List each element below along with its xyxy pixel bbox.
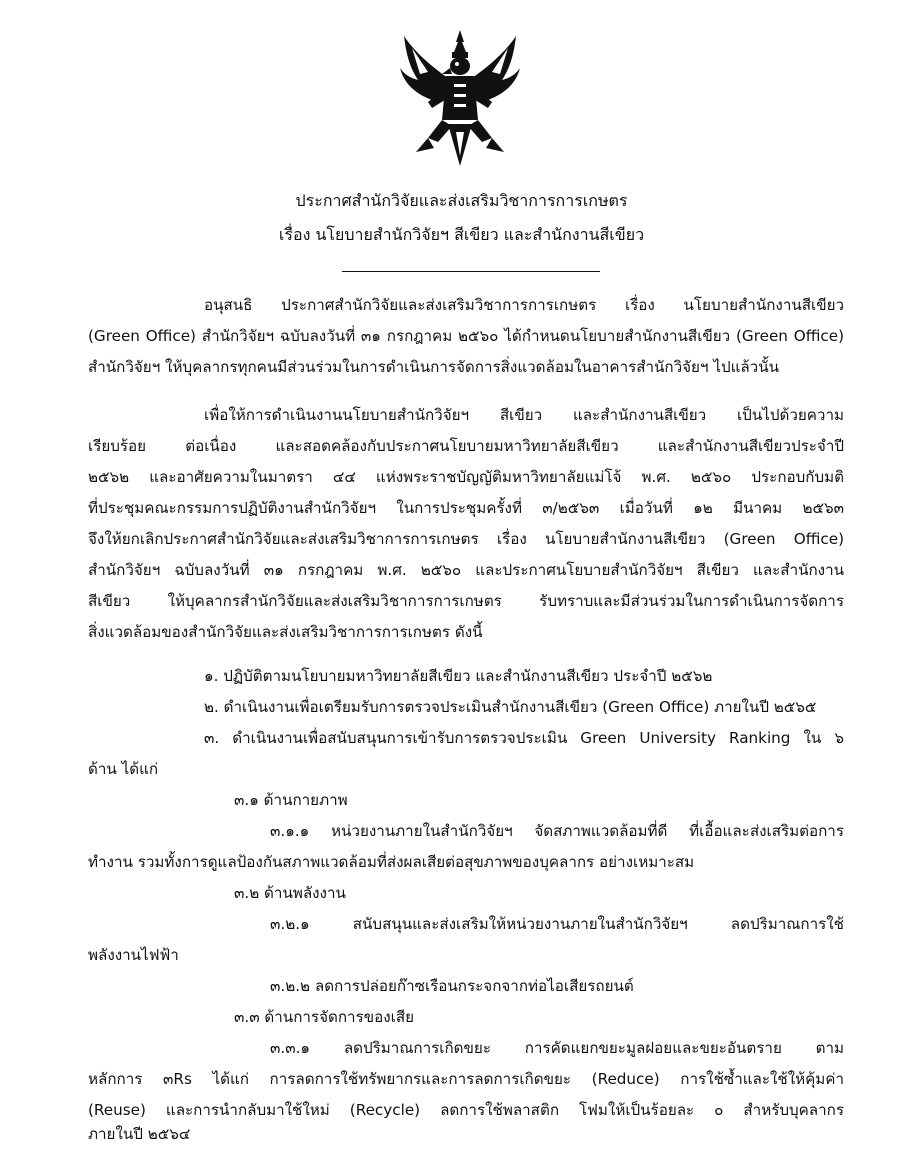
item-3-1-1-cont: ทำงาน รวมทั้งการดูแลป้องกันสภาพแวดล้อมที่ส่งผลเสียต่อสุขภาพของบุคลากร อย่างเหมาะสม	[88, 853, 695, 871]
announcement-subject: เรื่อง นโยบายสำนักวิจัยฯ สีเขียว และสำนักงานสีเขียว	[278, 225, 645, 244]
item-3-2-2: ๓.๒.๒ ลดการปล่อยก๊าซเรือนกระจกจากท่อไอเสียรถยนต์	[270, 977, 634, 995]
item-3: ๓. ดำเนินงานเพื่อสนับสนุนการเข้ารับการตรวจประเมิน Green University Ranking ใน ๖	[204, 729, 844, 747]
section-3-2: ๓.๒ ด้านพลังงาน	[234, 884, 346, 902]
section-3-3: ๓.๓ ด้านการจัดการของเสีย	[234, 1008, 414, 1026]
section-3-1: ๓.๑ ด้านกายภาพ	[234, 791, 348, 809]
item-3-3-1-line4: ภายในปี ๒๕๖๔	[88, 1125, 191, 1143]
item-3-2-1: ๓.๒.๑ สนับสนุนและส่งเสริมให้หน่วยงานภายในสำนักวิจัยฯ ลดปริมาณการใช้	[270, 915, 844, 933]
item-3-cont: ด้าน ได้แก่	[88, 760, 159, 778]
para1-line1: อนุสนธิ ประกาศสำนักวิจัยและส่งเสริมวิชาการการเกษตร เรื่อง นโยบายสำนักงานสีเขียว	[204, 296, 844, 314]
item-3-3-1-line2: หลักการ ๓Rs ได้แก่ การลดการใช้ทรัพยากรและการลดการเกิดขยะ (Reduce) การใช้ซ้ำและใช้ให้คุ้มค่า	[88, 1070, 844, 1088]
title-underline	[342, 271, 600, 272]
garuda-emblem	[398, 28, 522, 168]
item-3-1-1: ๓.๑.๑ หน่วยงานภายในสำนักวิจัยฯ จัดสภาพแวดล้อมที่ดี ที่เอื้อและส่งเสริมต่อการ	[270, 822, 844, 840]
para2-line6: สำนักวิจัยฯ ฉบับลงวันที่ ๓๑ กรกฎาคม พ.ศ. ๒๕๖๐ และประกาศนโยบายสำนักวิจัยฯ สีเขียว และสำนักงาน	[88, 561, 844, 579]
item-2: ๒. ดำเนินงานเพื่อเตรียมรับการตรวจประเมินสำนักงานสีเขียว (Green Office) ภายในปี ๒๕๖๕	[204, 698, 817, 716]
para1-line2: (Green Office) สำนักวิจัยฯ ฉบับลงวันที่ ๓๑ กรกฎาคม ๒๕๖๐ ได้กำหนดนโยบายสำนักงานสีเขียว (Green Office)	[88, 327, 844, 345]
item-3-3-1: ๓.๓.๑ ลดปริมาณการเกิดขยะ การคัดแยกขยะมูลฝอยและขยะอันตราย ตาม	[270, 1039, 844, 1057]
para2-line7: สีเขียว ให้บุคลากรสำนักวิจัยและส่งเสริมวิชาการการเกษตร รับทราบและมีส่วนร่วมในการดำเนินการจัดการ	[88, 592, 844, 610]
para1-line3: สำนักวิจัยฯ ให้บุคลากรทุกคนมีส่วนร่วมในการดำเนินการจัดการสิ่งแวดล้อมในอาคารสำนักวิจัยฯ ไปแล้วนั้น	[88, 358, 779, 376]
para2-line1: เพื่อให้การดำเนินงานนโยบายสำนักวิจัยฯ สีเขียว และสำนักงานสีเขียว เป็นไปด้วยความ	[204, 406, 844, 424]
announcement-title: ประกาศสำนักวิจัยและส่งเสริมวิชาการการเกษตร	[295, 191, 628, 210]
para2-line8: สิ่งแวดล้อมของสำนักวิจัยและส่งเสริมวิชาการการเกษตร ดังนี้	[88, 623, 483, 641]
para2-line5: จึงให้ยกเลิกประกาศสำนักวิจัยและส่งเสริมวิชาการการเกษตร เรื่อง นโยบายสำนักงานสีเขียว (Green Office)	[88, 530, 844, 548]
para2-line3: ๒๕๖๒ และอาศัยความในมาตรา ๔๔ แห่งพระราชบัญญัติมหาวิทยาลัยแม่โจ้ พ.ศ. ๒๕๖๐ ประกอบกับมติ	[88, 468, 844, 486]
para2-line4: ที่ประชุมคณะกรรมการปฏิบัติงานสำนักวิจัยฯ ในการประชุมครั้งที่ ๓/๒๕๖๓ เมื่อวันที่ ๑๒ มีนาคม ๒๕๖๓	[88, 499, 844, 517]
para2-line2: เรียบร้อย ต่อเนื่อง และสอดคล้องกับประกาศนโยบายมหาวิทยาลัยสีเขียว และสำนักงานสีเขียวประจำปี	[88, 437, 844, 455]
item-1: ๑. ปฏิบัติตามนโยบายมหาวิทยาลัยสีเขียว และสำนักงานสีเขียว ประจำปี ๒๕๖๒	[204, 667, 713, 685]
item-3-3-1-line3: (Reuse) และการนำกลับมาใช้ใหม่ (Recycle) ลดการใช้พลาสติก โฟมให้เป็นร้อยละ ๐ สำหรับบุคลากร	[88, 1101, 844, 1119]
item-3-2-1-cont: พลังงานไฟฟ้า	[88, 946, 179, 964]
